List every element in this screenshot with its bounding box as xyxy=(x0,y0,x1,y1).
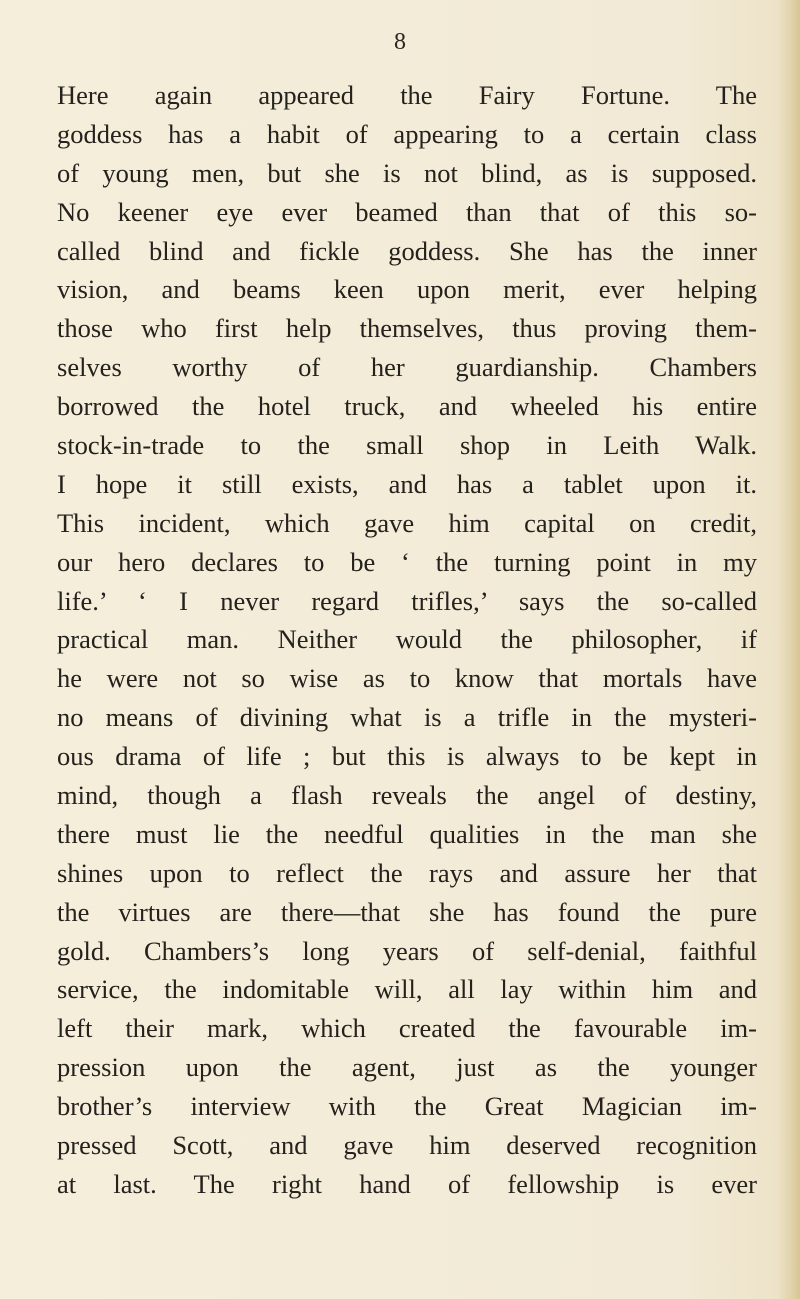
text-line: selves worthy of her guardianship. Chambers xyxy=(57,352,757,383)
text-line: those who first help themselves, thus proving them- xyxy=(57,313,757,344)
text-line: I hope it still exists, and has a tablet upon it. xyxy=(57,468,757,499)
text-line: shines upon to reflect the rays and assure her that xyxy=(57,857,757,888)
text-line: pressed Scott, and gave him deserved recognition xyxy=(57,1130,757,1161)
text-line: pression upon the agent, just as the younger xyxy=(57,1052,757,1083)
text-line: our hero declares to be ‘ the turning point in my xyxy=(57,546,757,577)
text-line: he were not so wise as to know that mortals have xyxy=(57,663,757,694)
text-line: practical man. Neither would the philosopher, if xyxy=(57,624,757,655)
text-line: the virtues are there—that she has found the pure xyxy=(57,896,757,927)
text-line: No keener eye ever beamed than that of this so- xyxy=(57,196,757,227)
text-line: service, the indomitable will, all lay within him and xyxy=(57,974,757,1005)
page-edge-shadow xyxy=(778,0,800,1299)
text-line: left their mark, which created the favourable im- xyxy=(57,1013,757,1044)
text-line: vision, and beams keen upon merit, ever helping xyxy=(57,274,757,305)
text-line: goddess has a habit of appearing to a certain class xyxy=(57,118,757,149)
text-line: of young men, but she is not blind, as is supposed. xyxy=(57,157,757,188)
text-line: at last. The right hand of fellowship is ever xyxy=(57,1168,757,1199)
text-line: called blind and fickle goddess. She has the inner xyxy=(57,235,757,266)
text-line: stock-in-trade to the small shop in Leith Walk. xyxy=(57,430,757,461)
text-line: borrowed the hotel truck, and wheeled his entire xyxy=(57,391,757,422)
text-line: brother’s interview with the Great Magician im- xyxy=(57,1091,757,1122)
text-line: no means of divining what is a trifle in the mysteri- xyxy=(57,702,757,733)
body-text xyxy=(57,76,757,1204)
text-line: there must lie the needful qualities in the man she xyxy=(57,818,757,849)
text-line: life.’ ‘ I never regard trifles,’ says the so-called xyxy=(57,585,757,616)
text-line: ous drama of life ; but this is always to be kept in xyxy=(57,741,757,772)
text-line: This incident, which gave him capital on credit, xyxy=(57,507,757,538)
text-line: mind, though a flash reveals the angel of destiny, xyxy=(57,780,757,811)
text-line: gold. Chambers’s long years of self-denial, faithful xyxy=(57,935,757,966)
page-number: 8 xyxy=(394,29,406,55)
text-line: Here again appeared the Fairy Fortune. The xyxy=(57,80,757,110)
